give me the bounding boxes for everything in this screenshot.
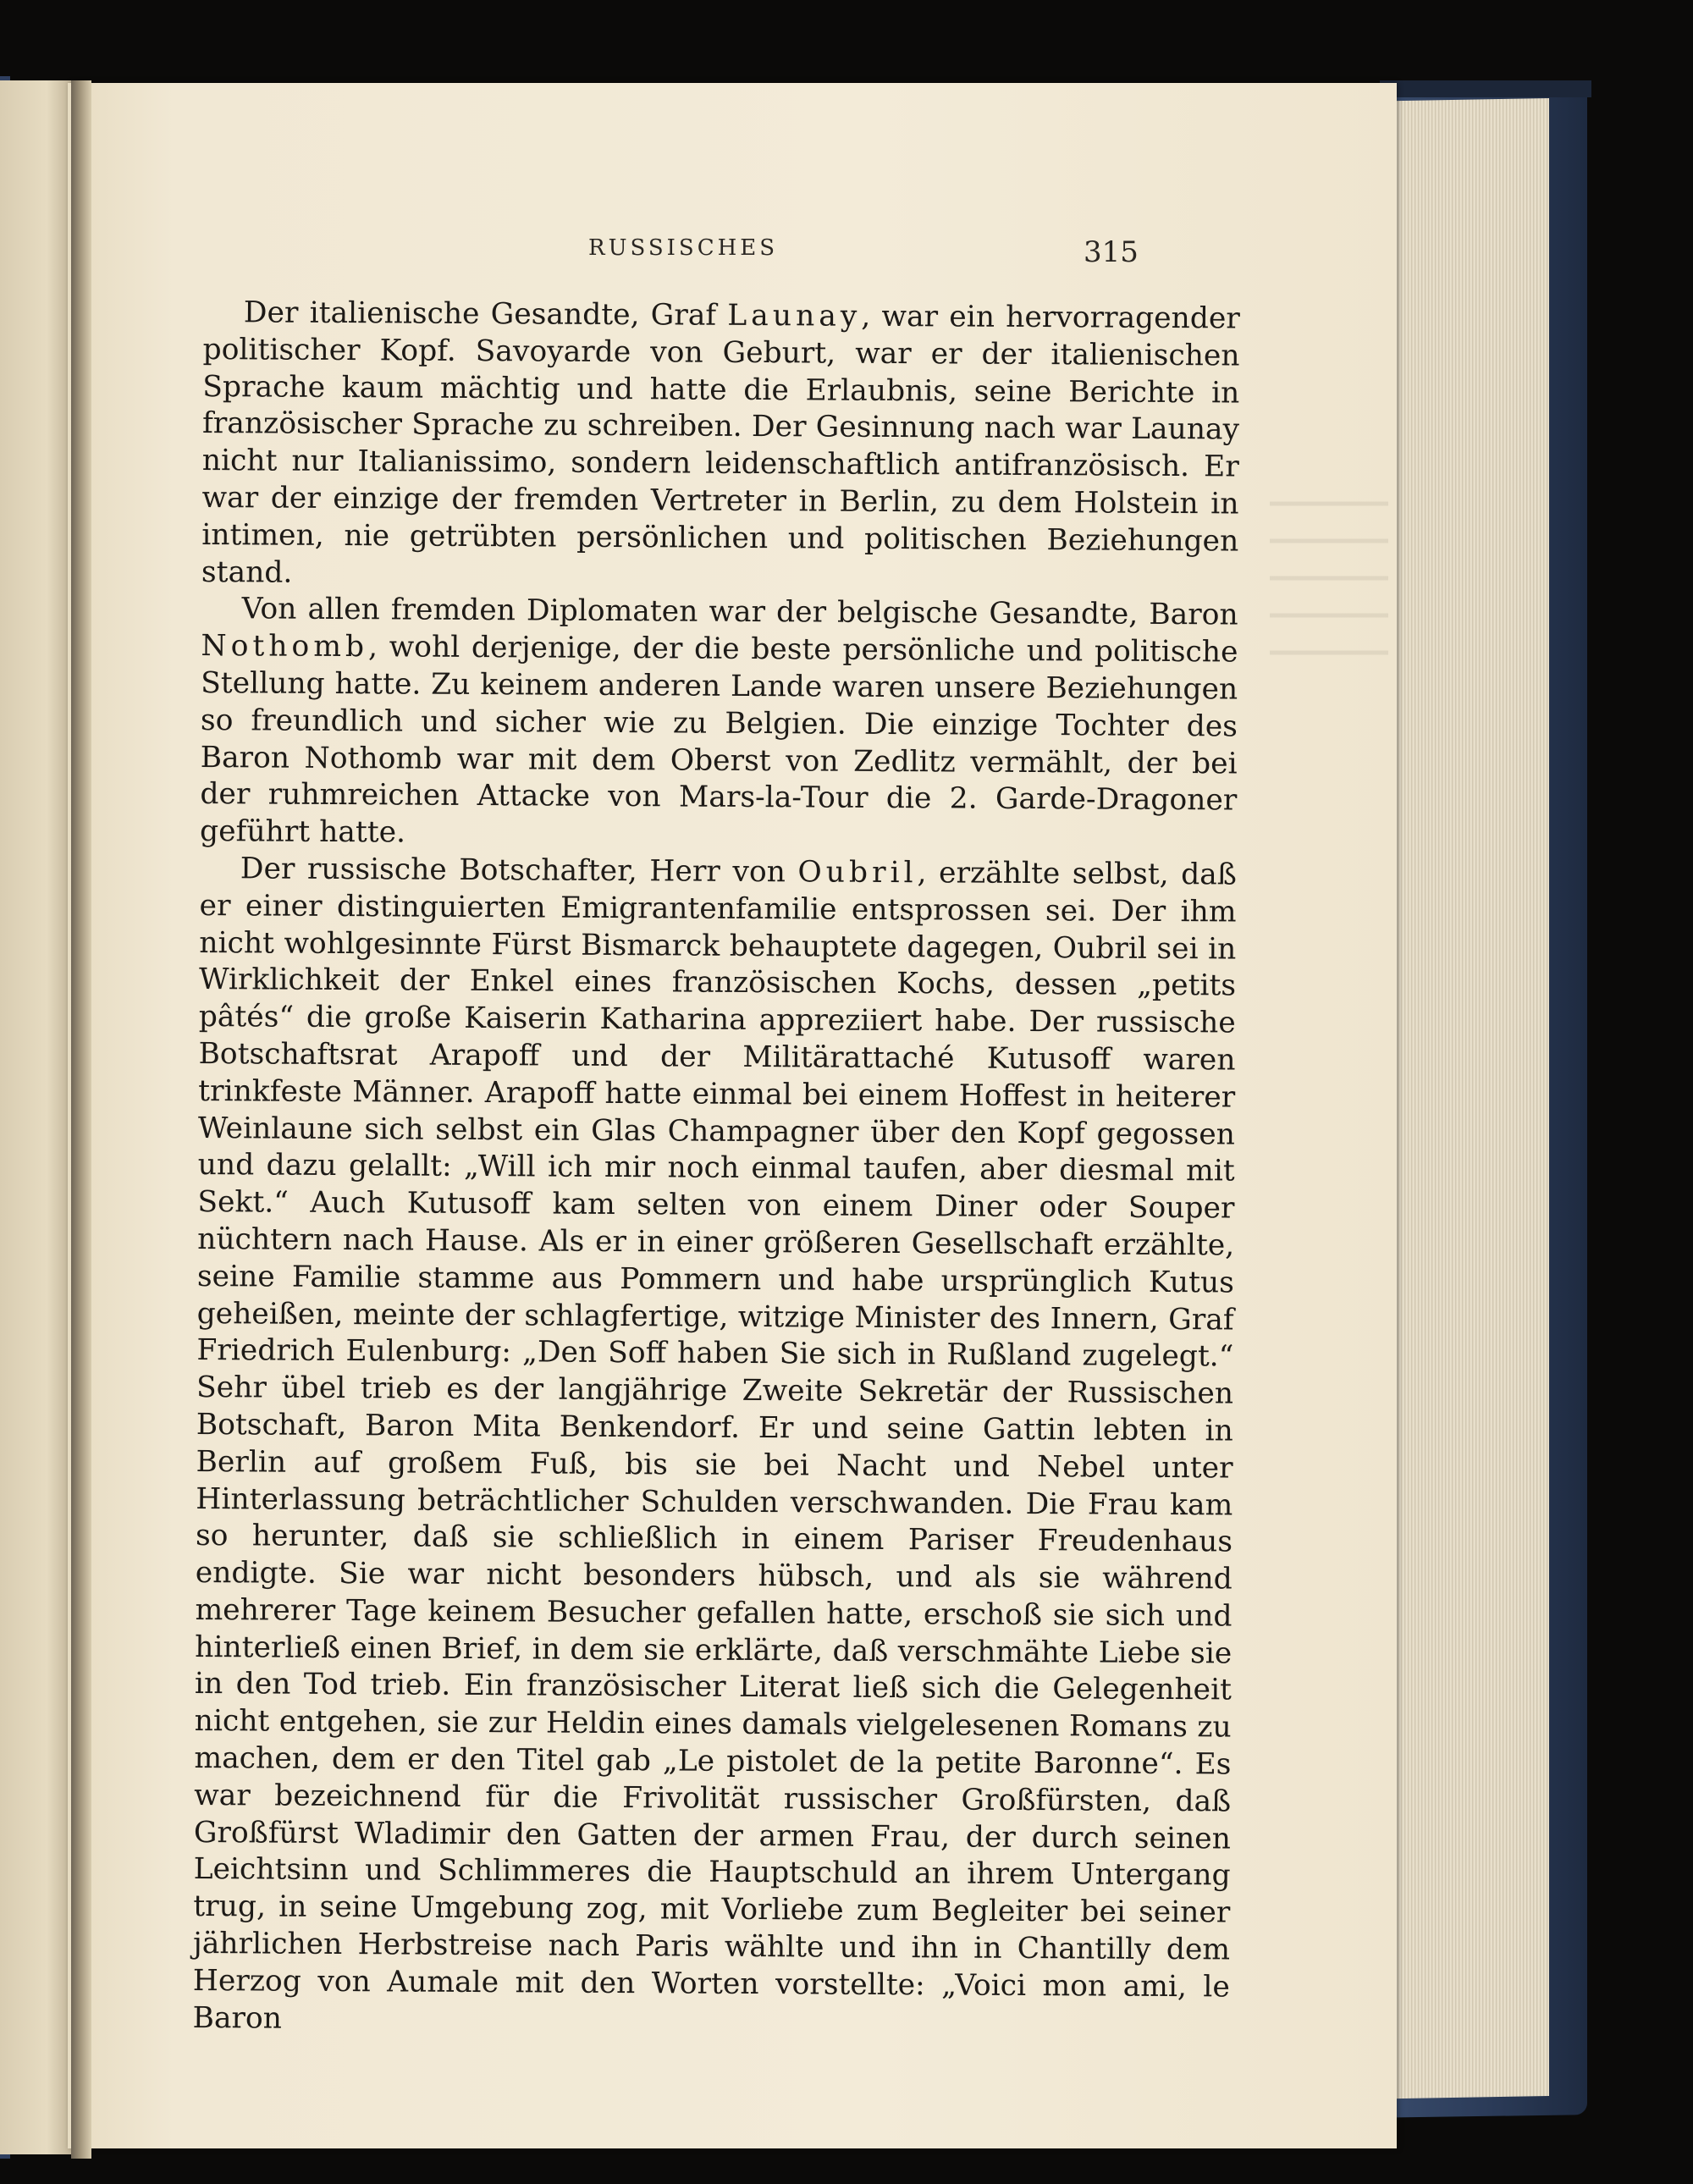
body-text: [192, 295, 1240, 2043]
cover-top-edge: [1380, 80, 1591, 97]
spaced-name: Nothomb: [201, 629, 369, 665]
book-gutter: [71, 80, 91, 2159]
paragraph-launay: Der italienische Gesandte, Graf Launay, war ein hervorragender politischer Kopf. Savoyarde von Geburt, war er der italienischen Sprache kaum mächtig und hatte die Erlaubnis, seine Berichte in französischer Sprache zu schreiben. Der Gesinnung nach war Launay nicht nur Italianissimo, sondern leidenschaftlich antifranzösisch. Er war der einzige der fremden Vertreter in Berlin, zu dem Holstein in intimen, nie getrübten persönlichen und politischen Beziehungen stand.: [201, 295, 1240, 590]
show-through-text: [1270, 489, 1388, 659]
facing-page-edge: [0, 80, 78, 2154]
paragraph-nothomb: Von allen fremden Diplomaten war der belgische Gesandte, Baron Nothomb, wohl derjenige, der die beste persönliche und politische Stellung hatte. Zu keinem anderen Lande waren unsere Beziehungen so freundlich und sicher wie zu Belgien. Die einzige Tochter des Baron Nothomb war mit dem Oberst von Zedlitz vermählt, der bei der ruhmreichen Attacke von Mars-la-Tour die 2. Garde-Dragoner geführt hatte.: [200, 592, 1238, 850]
page-number: 315: [1084, 235, 1139, 269]
spaced-name: Oubril: [797, 855, 918, 891]
book-page: [68, 83, 1397, 2148]
paragraph-oubril: Der russische Botschafter, Herr von Oubril, erzählte selbst, daß er einer distinguierten Emigrantenfamilie entsprossen sei. Der ihm nicht wohlgesinnte Fürst Bismarck behauptete dagegen, Oubril sei in Wirklichkeit der Enkel eines französischen Kochs, dessen „petits pâtés“ die große Kaiserin Katharina appreziiert habe. Der russische Botschaftsrat Arapoff und der Militärattaché Kutusoff waren trinkfeste Männer. Arapoff hatte einmal bei einem Hoffest in heiterer Weinlaune sich selbst ein Glas Champagner über den Kopf gegossen und dazu gelallt: „Will ich mir noch einmal taufen, aber diesmal mit Sekt.“ Auch Kutusoff kam selten von einem Diner oder Souper nüchtern nach Hause. Als er in einer größeren Gesellschaft erzählte, seine Familie stamme aus Pommern und habe ursprünglich Kutus geheißen, meinte der schlagfertige, witzige Minister des Innern, Graf Friedrich Eulenburg: „Den Soff haben Sie sich in Rußland zugelegt.“ Sehr übel trieb es der langjährige Zweite Sekretär der Russischen Botschaft, Baron Mita Benkendorf. Er und seine Gattin lebten in Berlin auf großem Fuß, bis sie bei Nacht und Nebel unter Hinterlassung beträchtlicher Schulden verschwanden. Die Frau kam so herunter, daß sie schließlich in einem Pariser Freudenhaus endigte. Sie war nicht besonders hübsch, und als sie während mehrerer Tage keinem Besucher gefallen hatte, erschoß sie sich und hinterließ einen Brief, in dem sie erklärte, daß verschmähte Liebe sie in den Tod trieb. Ein französischer Literat ließ sich die Gelegenheit nicht entgehen, sie zur Heldin eines damals vielgelesenen Romans zu machen, dem er den Titel gab „Le pistolet de la petite Baronne“. Es war bezeichnend für die Frivolität russischer Großfürsten, daß Großfürst Wladimir den Gatten der armen Frau, der durch seinen Leichtsinn und Schlimmeres die Hauptschuld an ihrem Untergang trug, in seine Umgebung zog, mit Vorliebe zum Begleiter bei seiner jährlichen Herbstreise nach Paris wählte und ihn in Chantilly dem Herzog von Aumale mit den Worten vorstellte: „Voici mon ami, le Baron: [192, 852, 1237, 2036]
spaced-name: Launay: [727, 298, 862, 334]
page-header: [68, 235, 1397, 286]
running-title: RUSSISCHES: [588, 235, 779, 261]
